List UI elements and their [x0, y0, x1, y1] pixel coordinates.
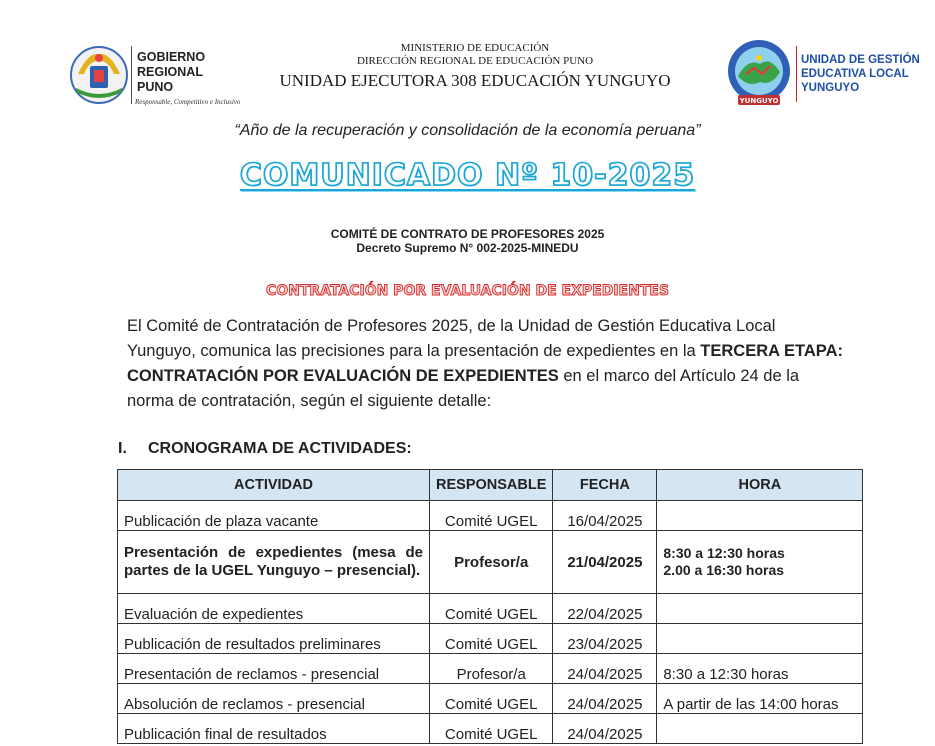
- cell-hora: [657, 714, 863, 744]
- ugel-line: EDUCATIVA LOCAL: [801, 68, 909, 80]
- table-row: [118, 531, 863, 594]
- paragraph-text: El Comité de Contratación de Profesores 2025, de la Unidad de Gestión Educativa Local Yunguyo, comunica las precisiones para la presentación de expedientes en la: [127, 317, 776, 360]
- cell-fecha: 24/04/2025: [553, 684, 657, 714]
- cell-responsable: Comité UGEL: [430, 501, 553, 531]
- column-header-actividad: ACTIVIDAD: [118, 470, 430, 501]
- ugel-line: YUNGUYO: [801, 82, 860, 94]
- cell-hora: [657, 624, 863, 654]
- paragraph-text: en el marco del Artículo 24 de la norma de contratación, según el siguiente detalle:: [127, 367, 800, 410]
- gobierno-motto: Responsable, Competitivo e Inclusivo: [135, 98, 241, 106]
- cell-actividad: Publicación de plaza vacante: [118, 501, 430, 531]
- schedule-table: [117, 469, 863, 744]
- header-separator: [131, 46, 132, 104]
- gobierno-regional-name: [137, 50, 205, 95]
- unidad-ejecutora-line: UNIDAD EJECUTORA 308 EDUCACIÓN YUNGUYO: [279, 71, 671, 90]
- gobierno-line: REGIONAL: [137, 65, 203, 79]
- cell-fecha: 16/04/2025: [553, 501, 657, 531]
- cell-fecha: 24/04/2025: [553, 714, 657, 744]
- ugel-line: UNIDAD DE GESTIÓN: [801, 54, 920, 66]
- cell-responsable: Comité UGEL: [430, 684, 553, 714]
- cell-responsable: Comité UGEL: [430, 624, 553, 654]
- comite-heading: [0, 227, 935, 255]
- table-row: [118, 714, 863, 744]
- cell-hora: A partir de las 14:00 horas: [657, 684, 863, 714]
- gobierno-line: PUNO: [137, 80, 174, 94]
- direccion-line: DIRECCIÓN REGIONAL DE EDUCACIÓN PUNO: [356, 55, 594, 67]
- cell-responsable: Comité UGEL: [430, 594, 553, 624]
- table-row: [118, 684, 863, 714]
- cell-hora: [657, 531, 863, 594]
- comunicado-title-text: COMUNICADO Nº 10-2025: [239, 158, 696, 193]
- cell-hora: 8:30 a 12:30 horas: [657, 654, 863, 684]
- paragraph-bold-text: TERCERA ETAPA: CONTRATACIÓN POR EVALUACIÓN DE EXPEDIENTES: [127, 342, 843, 385]
- section-heading: [118, 440, 412, 458]
- table-header-row: [118, 470, 863, 501]
- intro-paragraph: [127, 314, 847, 414]
- table-row: [118, 594, 863, 624]
- section-number: I.: [118, 440, 127, 457]
- cell-fecha: 21/04/2025: [553, 531, 657, 594]
- contratacion-title-text: CONTRATACIÓN POR EVALUACIÓN DE EXPEDIENTES: [265, 283, 670, 299]
- ministerio-line: MINISTERIO DE EDUCACIÓN: [400, 42, 550, 54]
- header-institution: [240, 42, 710, 92]
- hora-line: 8:30 a 12:30 horas: [663, 545, 785, 561]
- cell-actividad: Absolución de reclamos - presencial: [118, 684, 430, 714]
- ugel-name: [801, 53, 920, 95]
- comunicado-title: [0, 158, 935, 193]
- cell-actividad: Evaluación de expedientes: [118, 594, 430, 624]
- decreto-line: Decreto Supremo N° 002-2025-MINEDU: [356, 241, 579, 255]
- cell-responsable: Profesor/a: [430, 531, 553, 594]
- ugel-separator: [796, 46, 797, 102]
- column-header-hora: HORA: [657, 470, 863, 501]
- ugel-yunguyo-logo: [724, 38, 794, 108]
- table-row: [118, 624, 863, 654]
- contratacion-title: [0, 282, 935, 300]
- cell-actividad: Publicación final de resultados: [118, 714, 430, 744]
- cell-actividad: Presentación de reclamos - presencial: [118, 654, 430, 684]
- cell-responsable: Profesor/a: [430, 654, 553, 684]
- cell-fecha: 23/04/2025: [553, 624, 657, 654]
- table-row: [118, 501, 863, 531]
- cell-responsable: Comité UGEL: [430, 714, 553, 744]
- column-header-fecha: FECHA: [553, 470, 657, 501]
- gobierno-regional-puno-logo: [68, 44, 130, 106]
- gobierno-line: GOBIERNO: [137, 50, 206, 64]
- ugel-logo-label: YUNGUYO: [739, 97, 779, 105]
- section-title: CRONOGRAMA DE ACTIVIDADES:: [148, 440, 412, 457]
- cell-actividad: Presentación de expedientes (mesa de partes de la UGEL Yunguyo – presencial).: [118, 531, 430, 594]
- comite-line: COMITÉ DE CONTRATO DE PROFESORES 2025: [330, 227, 605, 241]
- hora-line: 2.00 a 16:30 horas: [663, 562, 785, 578]
- column-header-responsable: RESPONSABLE: [430, 470, 553, 501]
- cell-fecha: 22/04/2025: [553, 594, 657, 624]
- year-motto: “Año de la recuperación y consolidación de la economía peruana”: [234, 122, 701, 139]
- cell-hora: [657, 594, 863, 624]
- cell-actividad: Publicación de resultados preliminares: [118, 624, 430, 654]
- table-row: [118, 654, 863, 684]
- cell-fecha: 24/04/2025: [553, 654, 657, 684]
- cell-hora: [657, 501, 863, 531]
